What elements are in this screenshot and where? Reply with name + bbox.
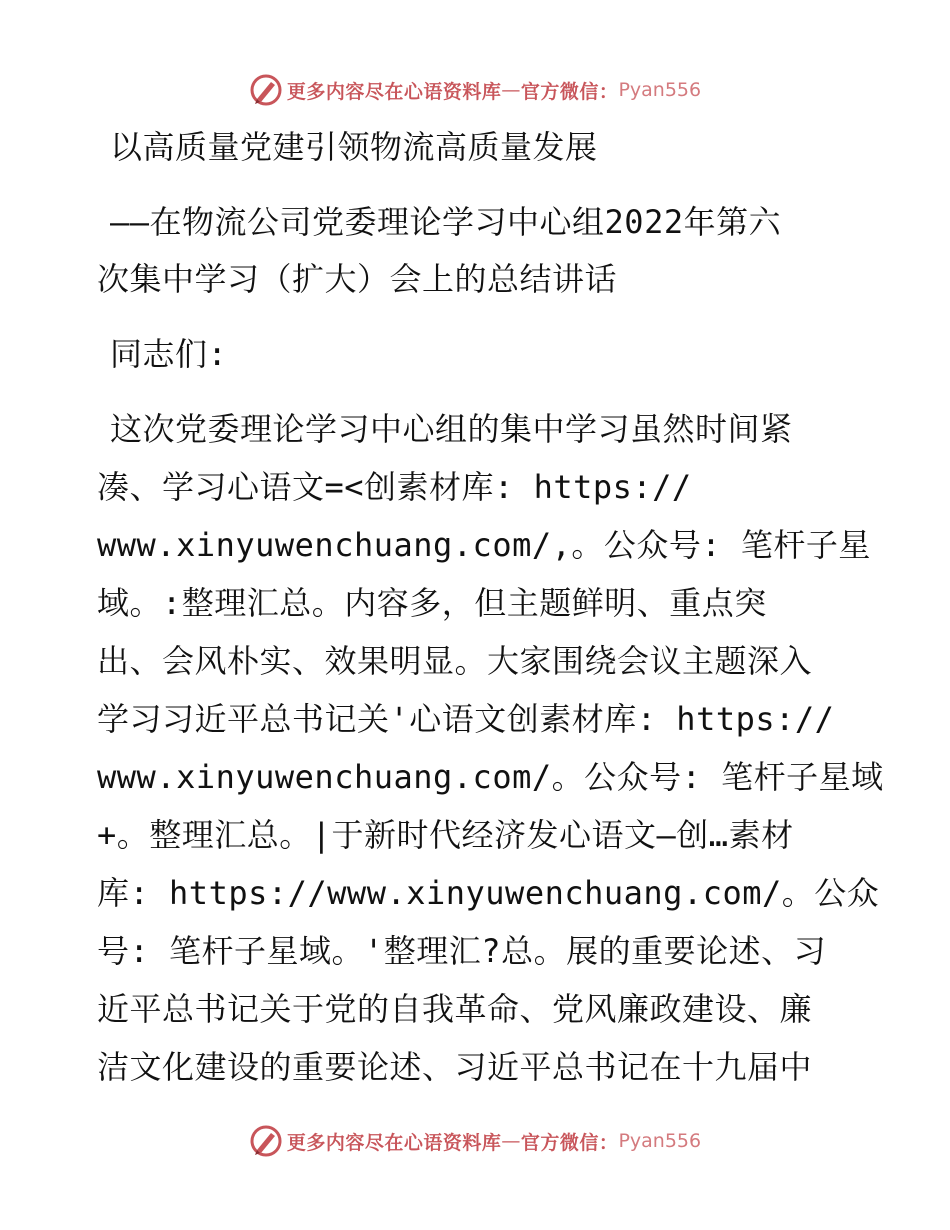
body-line: 域。:整理汇总。内容多，但主题鲜明、重点突 <box>97 584 767 622</box>
body-line: 学习习近平总书记关'心语文创素材库: https:// <box>97 700 835 738</box>
watermark-banner-top <box>0 70 950 110</box>
watermark-separator: — <box>501 79 521 101</box>
watermark-handle: Pyan556 <box>618 1130 702 1152</box>
body-line: www.xinyuwenchuang.com/。公众号: 笔杆子星域 <box>97 758 884 796</box>
watermark-official-text: 官方微信： <box>520 80 619 103</box>
document-subtitle-line-2: 次集中学习（扩大）会上的总结讲话 <box>97 260 618 298</box>
document-salutation: 同志们: <box>110 335 228 373</box>
watermark-site-text: 更多内容尽在心语资料库 <box>286 80 502 103</box>
watermark-site-text: 更多内容尽在心语资料库 <box>286 1131 502 1154</box>
body-line: +。整理汇总。|于新时代经济发心语文—创…素材 <box>97 816 794 854</box>
body-line: 出、会风朴实、效果明显。大家围绕会议主题深入 <box>97 642 813 680</box>
body-line: 洁文化建设的重要论述、习近平总书记在十九届中 <box>97 1048 813 1086</box>
body-line: 号: 笔杆子星域。'整理汇?总。展的重要论述、习 <box>97 932 827 970</box>
pen-logo-icon <box>249 1124 283 1158</box>
watermark-handle: Pyan556 <box>618 79 702 101</box>
body-line: 库: https://www.xinyuwenchuang.com/。公众 <box>97 874 880 912</box>
watermark-separator: — <box>501 1130 521 1152</box>
document-title: 以高质量党建引领物流高质量发展 <box>110 128 598 166</box>
pen-logo-icon <box>249 73 283 107</box>
body-line: 近平总书记关于党的自我革命、党风廉政建设、廉 <box>97 990 813 1028</box>
watermark-official-text: 官方微信： <box>520 1131 619 1154</box>
body-line: 凑、学习心语文=<创素材库: https:// <box>97 468 692 506</box>
body-line: 这次党委理论学习中心组的集中学习虽然时间紧 <box>110 410 793 448</box>
document-subtitle-line-1: ——在物流公司党委理论学习中心组2022年第六 <box>110 203 782 241</box>
watermark-banner-bottom <box>0 1121 950 1161</box>
body-line: www.xinyuwenchuang.com/,。公众号: 笔杆子星 <box>97 526 871 564</box>
